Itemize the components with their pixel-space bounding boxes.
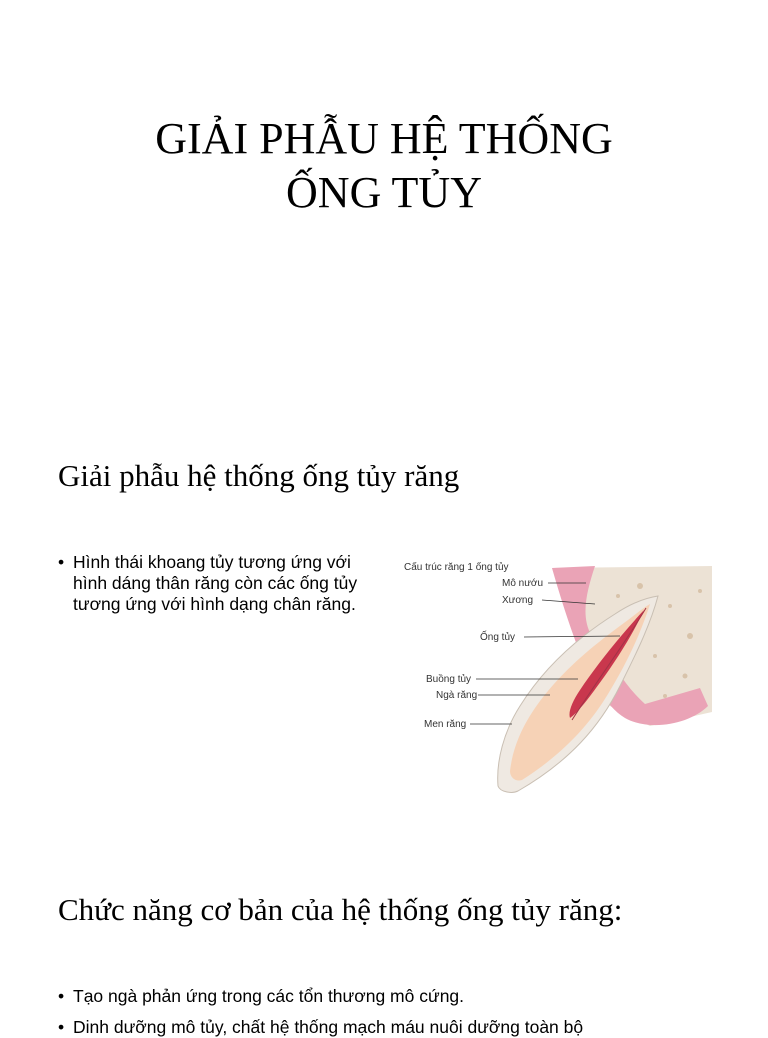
slide-title bbox=[0, 112, 768, 220]
section-heading-function: Chức năng cơ bản của hệ thống ống tủy răng: bbox=[58, 892, 623, 927]
bullet-item: • Tạo ngà phản ứng trong các tổn thương mô cứng. bbox=[58, 986, 758, 1007]
label-bone: Xương bbox=[502, 595, 534, 606]
slide-title-line-2: ỐNG TỦY bbox=[286, 168, 482, 217]
bullet-item: • Hình thái khoang tủy tương ứng với hình dáng thân răng còn các ống tủy tương ứng với hình dạng chân răng. bbox=[58, 552, 378, 615]
section-heading-anatomy: Giải phẫu hệ thống ống tủy răng bbox=[58, 458, 460, 493]
label-gum: Mô nướu bbox=[502, 578, 544, 589]
anatomy-bullet-list bbox=[58, 552, 378, 615]
function-bullet-list bbox=[58, 986, 758, 1038]
tooth-structure-diagram bbox=[400, 556, 712, 796]
label-pulp-chamber: Buồng tủy bbox=[426, 674, 472, 685]
diagram-caption: Cấu trúc răng 1 ống tủy bbox=[404, 562, 509, 573]
label-canal: Ống tủy bbox=[480, 632, 516, 643]
slide-title-line-1: GIẢI PHẪU HỆ THỐNG bbox=[155, 114, 613, 163]
label-dentin: Ngà răng bbox=[436, 690, 478, 701]
label-enamel: Men răng bbox=[424, 719, 467, 730]
bullet-item: • Dinh dưỡng mô tủy, chất hệ thống mạch máu nuôi dưỡng toàn bộ bbox=[58, 1017, 758, 1038]
